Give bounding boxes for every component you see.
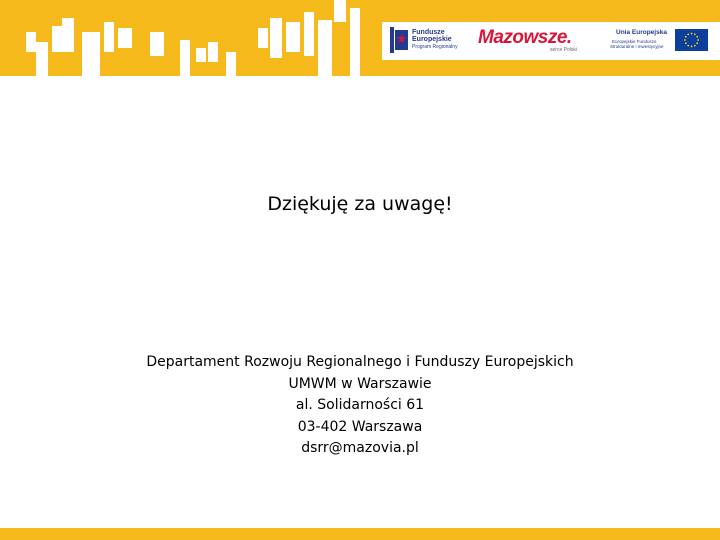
unia-logo-line3: Strukturalne i Inwestycyjne [610, 44, 664, 49]
footer-bar [0, 528, 720, 540]
mazowsze-logo: Mazowsze. [478, 27, 572, 48]
fundusze-logo-line2: Europejskie [412, 36, 452, 43]
contact-email: dsrr@mazovia.pl [301, 440, 419, 456]
contact-block [0, 352, 720, 460]
mazowsze-tagline: serce Polski [550, 47, 577, 53]
street-address: al. Solidarności 61 [295, 397, 425, 413]
fundusze-europejskie-logo-icon [390, 27, 408, 53]
fundusze-logo-line1: Fundusze [412, 29, 445, 36]
thank-you-heading: Dziękuję za uwagę! [267, 193, 453, 215]
unia-logo-line1: Unia Europejska [616, 29, 667, 36]
eu-flag-icon [675, 29, 708, 51]
logo-panel [382, 22, 720, 60]
unia-logo-line2: Europejskie Fundusze [612, 39, 657, 44]
office-name: UMWM w Warszawie [288, 375, 432, 392]
fundusze-logo-line3: Program Regionalny [412, 44, 458, 50]
city-address: 03-402 Warszawa [297, 418, 423, 435]
header-banner [0, 0, 720, 76]
department-name: Departament Rozwoju Regionalnego i Funduszy Europejskich [146, 354, 574, 370]
